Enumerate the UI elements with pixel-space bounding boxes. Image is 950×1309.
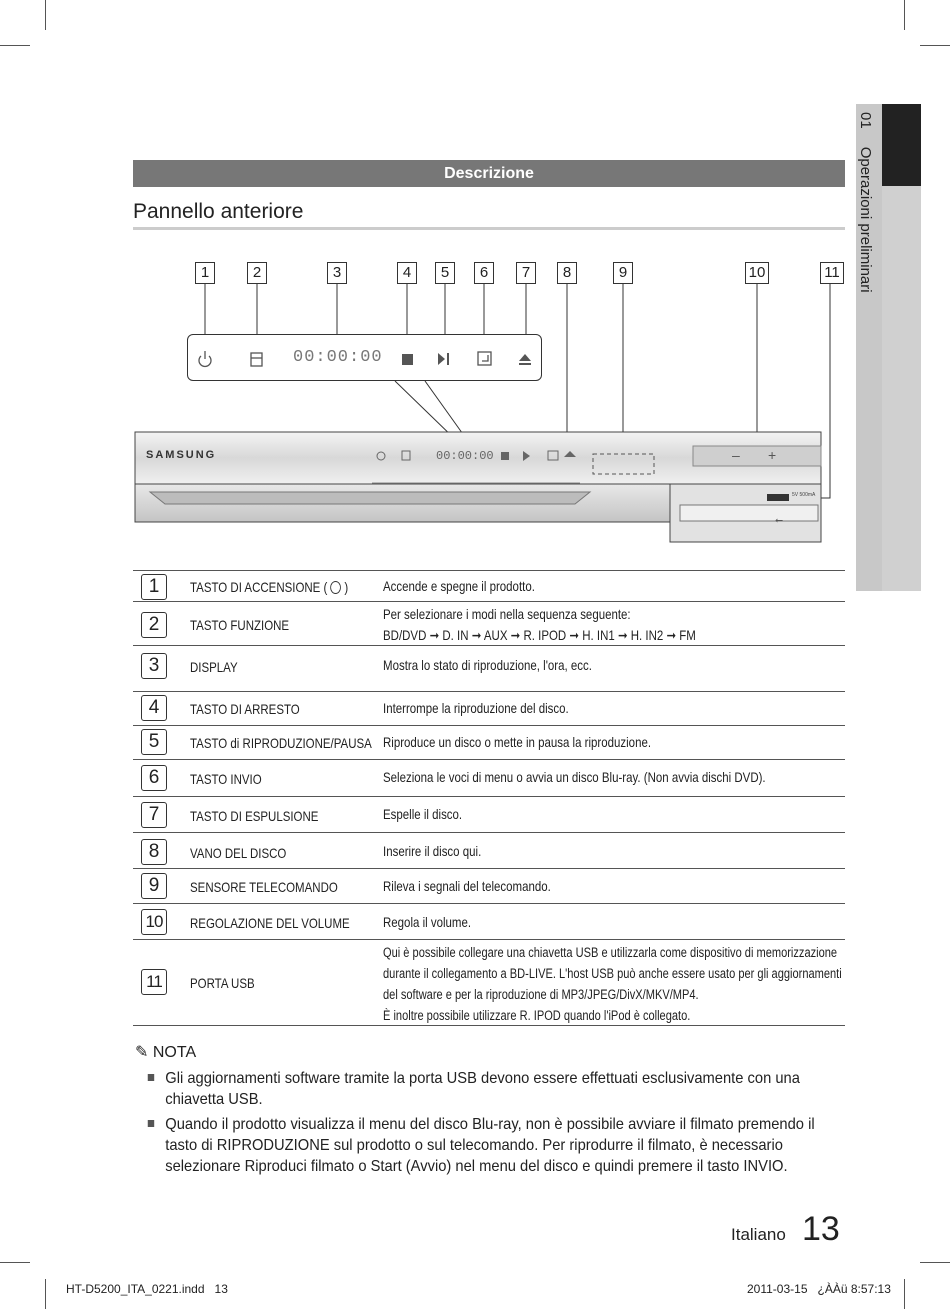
imprint-date: 2011-03-15 ¿ÀÀü 8:57:13 bbox=[747, 1282, 891, 1296]
row-name: TASTO DI ESPULSIONE bbox=[190, 808, 319, 824]
row-number: 8 bbox=[141, 839, 167, 865]
row-name: SENSORE TELECOMANDO bbox=[190, 879, 338, 895]
volume-minus-button: – bbox=[732, 447, 740, 463]
table-row bbox=[133, 759, 845, 796]
list-item: Quando il prodotto visualizza il menu del disco Blu-ray, non è possibile avviare il filmato premendo il tasto di RIPRODUZIONE sul prodotto o sul telecomando. Per riprodurre il filmato, è necessario selezionare Riproduci filmato o Start (Avvio) nel menu del disco e quindi premere il tasto INVIO. bbox=[145, 1114, 844, 1177]
volume-strip bbox=[693, 446, 821, 466]
row-number: 6 bbox=[141, 765, 167, 791]
front-panel-illustration bbox=[0, 0, 950, 560]
usb-slot bbox=[767, 494, 789, 501]
device-display: 00:00:00 bbox=[436, 449, 494, 463]
control-panel-zoom bbox=[187, 334, 542, 381]
imprint-file: HT-D5200_ITA_0221.indd 13 bbox=[66, 1282, 228, 1296]
usb-symbol-icon: ⭠ bbox=[775, 515, 783, 526]
callout-8: 8 bbox=[557, 262, 577, 284]
table-row bbox=[133, 903, 845, 939]
row-desc: Mostra lo stato di riproduzione, l'ora, ecc. bbox=[383, 657, 592, 673]
list-item: Gli aggiornamenti software tramite la porta USB devono essere effettuati esclusivamente con una chiavetta USB. bbox=[145, 1068, 844, 1110]
enter-icon bbox=[478, 352, 491, 365]
row-desc: Interrompe la riproduzione del disco. bbox=[383, 700, 569, 716]
table-row bbox=[133, 725, 845, 759]
callout-5: 5 bbox=[435, 262, 455, 284]
play-pause-icon bbox=[438, 353, 445, 365]
crop-mark bbox=[904, 1279, 905, 1309]
row-name: TASTO FUNZIONE bbox=[190, 617, 290, 633]
disc-tray-slot bbox=[150, 492, 590, 504]
callout-10: 10 bbox=[745, 262, 769, 284]
table-row bbox=[133, 570, 845, 601]
note-list bbox=[145, 1068, 835, 1181]
enter-icon-arrow bbox=[482, 355, 488, 361]
row-number: 4 bbox=[141, 695, 167, 721]
callout-6: 6 bbox=[474, 262, 494, 284]
row-number: 5 bbox=[141, 729, 167, 755]
row-name: TASTO DI ACCENSIONE ( ) bbox=[190, 579, 349, 595]
table-row bbox=[133, 796, 845, 832]
table-row bbox=[133, 868, 845, 903]
row-name: TASTO DI ARRESTO bbox=[190, 701, 300, 717]
zoom-display: 00:00:00 bbox=[293, 348, 383, 367]
table-row bbox=[133, 645, 845, 684]
row-desc: Accende e spegne il prodotto. bbox=[383, 578, 535, 594]
callout-2: 2 bbox=[247, 262, 267, 284]
row-number: 10 bbox=[141, 909, 167, 935]
pencil-icon: ✎ bbox=[135, 1044, 149, 1061]
row-name: DISPLAY bbox=[190, 659, 238, 675]
volume-plus-button: + bbox=[768, 447, 777, 463]
table-row bbox=[133, 939, 845, 1026]
row-number: 9 bbox=[141, 873, 167, 899]
eject-icon-bar bbox=[519, 363, 531, 365]
stop-mini-icon bbox=[501, 452, 509, 460]
row-desc: Seleziona le voci di menu o avvia un disco Blu-ray. (Non avvia dischi DVD). bbox=[383, 769, 766, 785]
callout-3: 3 bbox=[327, 262, 347, 284]
row-desc: Inserire il disco qui. bbox=[383, 843, 482, 859]
row-name: TASTO di RIPRODUZIONE/PAUSA bbox=[190, 735, 372, 751]
row-name: PORTA USB bbox=[190, 975, 255, 991]
row-desc: Regola il volume. bbox=[383, 914, 472, 930]
table-row bbox=[133, 832, 845, 868]
table-row bbox=[133, 601, 845, 645]
bullet-square-icon bbox=[148, 1074, 154, 1081]
usb-rating-label: 5V 500mA bbox=[792, 492, 816, 498]
row-desc: Per selezionare i modi nella sequenza seguente: BD/DVD ➞ D. IN ➞ AUX ➞ R. IPOD ➞ H. IN1 ➞ H. IN2 ➞ FM bbox=[383, 606, 696, 643]
chapter-number: 01 bbox=[857, 112, 874, 129]
crop-mark bbox=[920, 1262, 950, 1263]
callout-11: 11 bbox=[820, 262, 844, 284]
footer-language: Italiano bbox=[731, 1225, 786, 1244]
callout-4: 4 bbox=[397, 262, 417, 284]
bullet-square-icon bbox=[148, 1120, 154, 1127]
play-pause-icon-bar bbox=[447, 353, 449, 365]
stop-icon bbox=[402, 354, 413, 365]
row-number: 2 bbox=[141, 612, 167, 638]
power-icon bbox=[331, 581, 342, 594]
row-desc: Qui è possibile collegare una chiavetta USB e utilizzarla come dispositivo di memorizzazione durante il collegamento a BD-LIVE. L'host USB può anche essere usato per gli aggiornamenti del software e per la riproduzione di MP3/JPEG/DivX/MKV/MP4. È inoltre possibile utilizzare R. IPOD quando l'iPod è collegato. bbox=[383, 945, 842, 1023]
row-name: TASTO INVIO bbox=[190, 771, 262, 787]
note-heading bbox=[135, 1042, 196, 1062]
row-number: 1 bbox=[141, 574, 167, 600]
page-number: 13 bbox=[802, 1210, 840, 1248]
usb-cover bbox=[680, 505, 818, 521]
callout-7: 7 bbox=[516, 262, 536, 284]
row-name: VANO DEL DISCO bbox=[190, 845, 287, 861]
crop-mark bbox=[0, 1262, 30, 1263]
chapter-title: Operazioni preliminari bbox=[857, 146, 874, 293]
note-title: NOTA bbox=[152, 1044, 197, 1061]
row-number: 3 bbox=[141, 653, 167, 679]
row-desc: Rileva i segnali del telecomando. bbox=[383, 878, 551, 894]
page-title: Pannello anteriore bbox=[133, 200, 304, 223]
brand-logo: SAMSUNG bbox=[146, 449, 217, 461]
table-row bbox=[133, 691, 845, 723]
row-number: 7 bbox=[141, 802, 167, 828]
row-number: 11 bbox=[141, 969, 167, 995]
callout-9: 9 bbox=[613, 262, 633, 284]
row-desc: Riproduce un disco o mette in pausa la riproduzione. bbox=[383, 734, 652, 750]
callout-1: 1 bbox=[195, 262, 215, 284]
row-desc: Espelle il disco. bbox=[383, 806, 463, 822]
eject-icon bbox=[519, 354, 531, 361]
row-name: REGOLAZIONE DEL VOLUME bbox=[190, 915, 350, 931]
section-banner: Descrizione bbox=[133, 160, 845, 187]
crop-mark bbox=[45, 1279, 46, 1309]
function-icon bbox=[251, 353, 262, 366]
